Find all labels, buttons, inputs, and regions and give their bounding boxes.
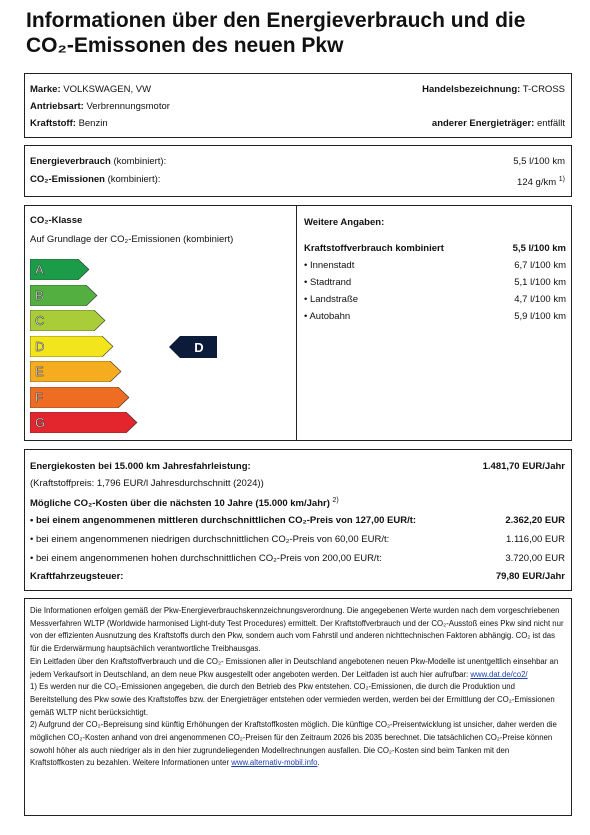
co2-class-arrow-b (30, 285, 98, 306)
further-item-label: Innenstadt (309, 260, 355, 271)
co2-class-arrow-g (30, 412, 138, 433)
legal-notes-box (24, 598, 572, 816)
bullet-icon: • (304, 311, 310, 322)
drive-label: Antriebsart: (30, 101, 84, 112)
co2-class-subheading: Auf Grundlage der CO₂-Emissionen (kombiniert) (30, 234, 234, 245)
energy-cost-value: 1.481,70 EUR/Jahr (482, 461, 565, 472)
co2-cost-high-label: bei einem angenommenen hohen durchschnittlichen CO₂-Preis von 200,00 EUR/t: (35, 553, 382, 564)
energy-value: 5,5 l/100 km (513, 156, 565, 167)
model-label: Handelsbezeichnung: (422, 84, 521, 95)
current-class-letter: D (194, 340, 204, 355)
further-info-panel (304, 214, 566, 325)
co2-class-arrow-a (30, 259, 90, 280)
brand-label: Marke: (30, 84, 61, 95)
co2-label: CO₂-Emissionen (30, 174, 105, 185)
further-item-value: 5,1 l/100 km (514, 277, 566, 288)
combined-row (304, 240, 566, 257)
energy-consumption-row (30, 155, 565, 168)
legal-paragraph-2: Ein Leitfaden über den Kraftstoffverbrauch und die CO₂- Emissionen aller in Deutschland angebotenen neuen Pkw-Modelle ist unentgeltlich einsehbar an jedem Verkaufsort in Deutschland, an dem neue Pkw ausgestellt oder angeboten werden. Der Leitfaden ist auch hier aufrufbar: (30, 656, 559, 679)
alternativ-mobil-link[interactable]: www.alternativ-mobil.info (231, 758, 318, 768)
co2-class-letter-d: D (35, 338, 45, 354)
further-heading-row (304, 214, 566, 231)
co2-cost-low-row: • bei einem angenommenen niedrigen durchschnittlichen CO₂-Preis von 60,00 EUR/t: 1.116,00 EUR (30, 534, 565, 545)
further-item-label: Stadtrand (309, 277, 352, 288)
co2-class-letter-e: E (35, 364, 44, 379)
vehicle-tax-label: Kraftfahrzeugsteuer: (30, 571, 124, 582)
co2-class-heading: CO₂-Klasse (30, 215, 83, 226)
co2-footnote-ref: 1) (558, 176, 565, 183)
bullet-icon: • (304, 260, 310, 271)
co2-cost-mid-label: bei einem angenommenen mittleren durchschnittlichen CO₂-Preis von 127,00 EUR/t: (35, 515, 417, 526)
further-item-row (304, 291, 566, 308)
further-items-list (304, 257, 566, 325)
energy-label: Energieverbrauch (30, 156, 111, 167)
vehicle-tax-value: 79,80 EUR/Jahr (495, 571, 565, 582)
co2-class-letter-g: G (35, 415, 46, 430)
further-heading: Weitere Angaben: (304, 217, 385, 228)
fuel-price-note-row (30, 477, 565, 490)
other-energy-label: anderer Energieträger: (431, 118, 535, 129)
combined-value: 5,5 l/100 km (512, 243, 566, 254)
vertical-divider (296, 206, 297, 440)
further-item-value: 6,7 l/100 km (514, 260, 566, 271)
co2-cost-mid-row: • bei einem angenommenen mittleren durchschnittlichen CO₂-Preis von 127,00 EUR/t: 2.362,20 EUR (30, 515, 565, 526)
vehicle-row-1 (30, 83, 565, 96)
vehicle-row-3 (30, 117, 565, 130)
co2-class-arrow-f (30, 387, 130, 408)
fuel-price-note: (Kraftstoffpreis: 1,796 EUR/l Jahresdurchschnitt (2024)) (30, 478, 264, 489)
legal-footnote-2-end: . (317, 758, 320, 768)
further-item-value: 4,7 l/100 km (514, 294, 566, 305)
vehicle-tax-row (30, 570, 565, 583)
fuel-value: Benzin (78, 118, 108, 129)
legal-paragraph-1: Die Informationen erfolgen gemäß der Pkw-Energieverbrauchskennzeichnungsverordnung. Die angegebenen Werte wurden nach dem vorgeschriebenen Messverfahren WLTP (Worldwide harmonised Light-duty Test Procedures) ermittelt. Der Kraftstoffverbrauch und der CO₂-Ausstoß eines Pkw sind nicht nur von der effizienten Ausnutzung des Kraftstoffs durch den Pkw, sondern auch vom Fahrstil und anderen nichttechnischen Faktoren abhängig. CO₂ ist das für die Erderwärmung hauptsächlich verantwortliche Treibhausgas. (30, 606, 564, 654)
co2-class-arrow-d (30, 336, 114, 357)
vehicle-info-box (24, 73, 572, 138)
co2-value: 124 g/km (517, 177, 557, 189)
co2-class-arrow-e (30, 361, 122, 382)
energy-suffix: (kombiniert): (113, 156, 167, 167)
co2-class-letter-a: A (35, 262, 44, 277)
co2-class-letter-b: B (35, 287, 44, 303)
co2-class-letter-c: C (35, 313, 45, 328)
co2-cost-mid-value: 2.362,20 EUR (505, 515, 565, 526)
co2-cost-low-value: 1.116,00 EUR (506, 534, 565, 545)
further-item-value: 5,9 l/100 km (514, 311, 566, 322)
page-title: Informationen über den Energieverbrauch und die CO₂-Emissonen des neuen Pkw (26, 9, 526, 57)
energy-cost-row (30, 460, 565, 473)
further-item-label: Landstraße (309, 294, 359, 305)
co2-class-letter-f: F (35, 389, 43, 405)
energy-cost-label: Energiekosten bei 15.000 km Jahresfahrleistung: (30, 461, 251, 472)
further-item-row (304, 274, 566, 291)
other-energy-value: entfällt (537, 118, 565, 129)
further-item-row (304, 257, 566, 274)
legal-footnote-2: 2) Aufgrund der CO₂-Bepreisung sind künftig Erhöhungen der Kraftstoffkosten möglich. Die künftige CO₂-Preisentwicklung ist unsicher, daher werden die möglichen CO₂-Kosten anhand von drei angenommenen CO₂-Preisen für den Zeitraum 2026 bis 2035 berechnet. Die tatsächlichen CO₂-Preise können sowohl höher als auch niedriger als in den hier zugrundeliegenden Modellrechnungen ausfallen. Die CO₂-Kosten sind beim Tanken mit den Kraftstoffkosten zu bezahlen. Weitere Informationen unter (30, 720, 557, 768)
combined-label: Kraftstoffverbrauch kombiniert (304, 243, 444, 254)
co2-emissions-row (30, 173, 565, 189)
costs-box (24, 449, 572, 591)
further-item-row (304, 308, 566, 325)
co2-class-arrow-c (30, 310, 106, 331)
vehicle-row-2 (30, 100, 565, 113)
model-value: T-CROSS (522, 84, 565, 95)
consumption-box (24, 145, 572, 197)
current-class-indicator (169, 336, 217, 363)
bullet-icon: • (304, 277, 310, 288)
co2-cost-footnote-ref: 2) (332, 497, 339, 504)
legal-text (30, 605, 564, 770)
bullet-icon: • (304, 294, 310, 305)
co2-cost-heading-row (30, 494, 565, 510)
co2-cost-high-value: 3.720,00 EUR (505, 553, 565, 564)
fuel-label: Kraftstoff: (30, 118, 76, 129)
brand-value: VOLKSWAGEN, VW (63, 84, 152, 95)
co2-cost-high-row: • bei einem angenommenen hohen durchschnittlichen CO₂-Preis von 200,00 EUR/t: 3.720,00 EUR (30, 553, 565, 564)
dat-link[interactable]: www.dat.de/co2/ (470, 669, 528, 679)
co2-cost-heading: Mögliche CO₂-Kosten über die nächsten 10 Jahre (15.000 km/Jahr) (30, 498, 330, 510)
further-item-label: Autobahn (309, 311, 351, 322)
co2-cost-low-label: bei einem angenommenen niedrigen durchschnittlichen CO₂-Preis von 60,00 EUR/t: (35, 534, 390, 545)
legal-footnote-1: 1) Es werden nur die CO₂-Emissionen angegeben, die durch den Betrieb des Pkw entstehen. CO₂-Emissionen, die durch die Produktion und Bereitstellung des Pkw sowie des Kraftstoffes bzw. der Energieträger entstehen oder vermieden werden, werden bei der Ermittlung der CO₂-Emissionen gemäß WLTP nicht berücksichtigt. (30, 682, 555, 717)
co2-class-box (24, 205, 572, 441)
co2-suffix: (kombiniert): (107, 174, 161, 185)
drive-value: Verbrennungsmotor (86, 101, 170, 112)
